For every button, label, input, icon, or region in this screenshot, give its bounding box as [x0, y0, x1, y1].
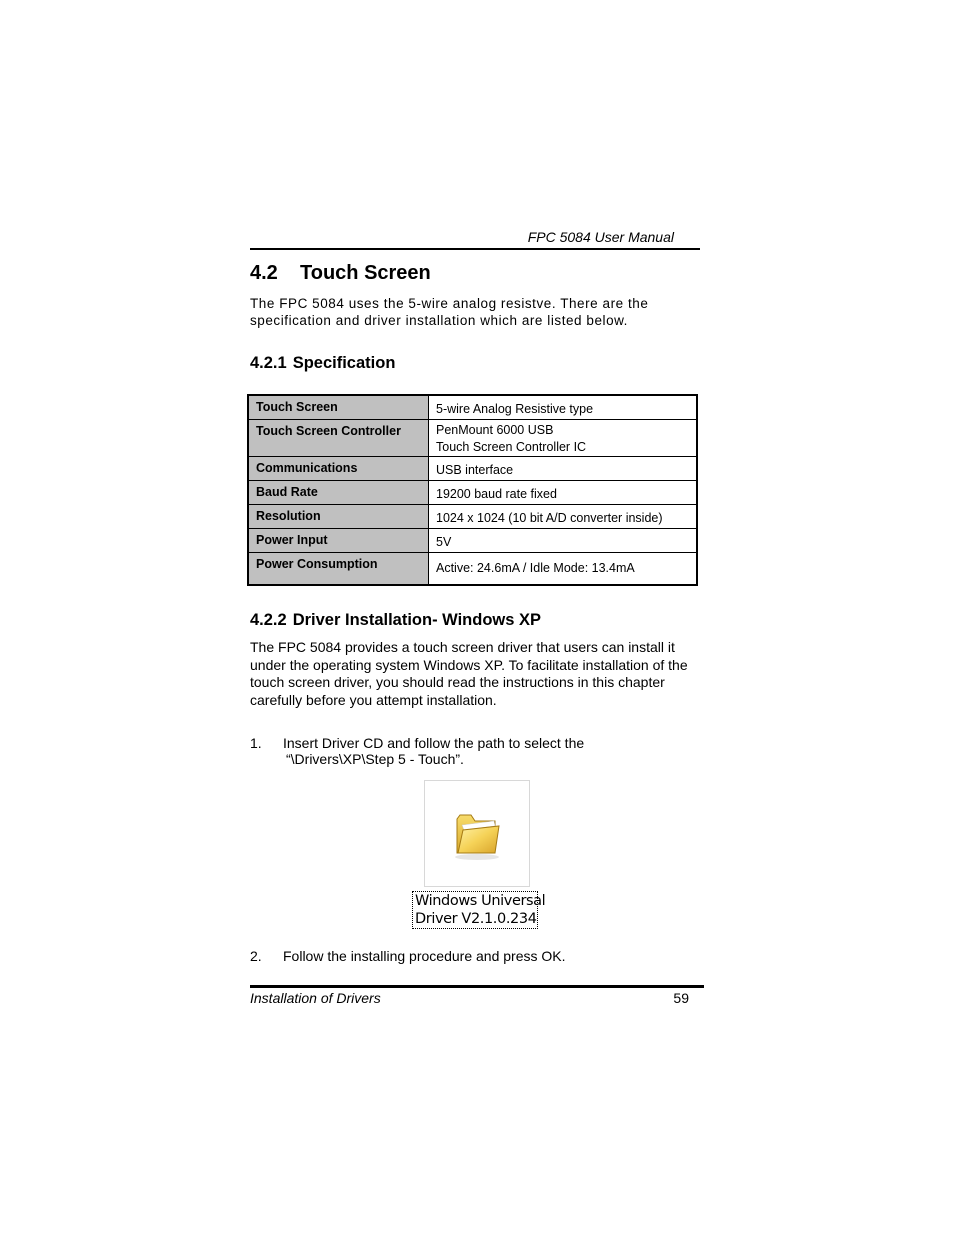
- intro-paragraph: The FPC 5084 uses the 5-wire analog resistve. There are the specification and driver installation which are listed below.: [250, 296, 649, 328]
- folder-label: [412, 891, 546, 929]
- list-item: [250, 948, 565, 964]
- spec-number: 4.2.1: [250, 354, 287, 372]
- table-row: [248, 528, 697, 552]
- section-title: Touch Screen: [300, 262, 431, 284]
- spec-key: Resolution: [248, 504, 429, 528]
- section-heading: [250, 262, 431, 285]
- folder-label-line: Driver V2.1.0.234: [415, 911, 537, 927]
- section-number: 4.2: [250, 262, 278, 284]
- spec-key: Communications: [248, 456, 429, 480]
- spec-key: Power Consumption: [248, 552, 429, 585]
- spec-table: [247, 394, 698, 586]
- table-row: [248, 419, 697, 456]
- step-number: 2.: [250, 948, 262, 964]
- spec-value-line: PenMount 6000 USB: [436, 422, 554, 437]
- spec-key: Touch Screen: [248, 395, 429, 419]
- table-row: [248, 504, 697, 528]
- spec-value: Active: 24.6mA / Idle Mode: 13.4mA: [429, 552, 698, 585]
- spec-title: Specification: [292, 354, 396, 372]
- footer-chapter: Installation of Drivers: [250, 990, 381, 1006]
- footer-rule: [250, 985, 704, 988]
- running-header: FPC 5084 User Manual: [527, 229, 674, 245]
- page-number: 59: [673, 990, 689, 1006]
- spec-value: USB interface: [429, 456, 698, 480]
- spec-value: [429, 419, 698, 456]
- spec-value-line: Touch Screen Controller IC: [436, 439, 587, 454]
- table-row: [248, 480, 697, 504]
- driver-paragraph: The FPC 5084 provides a touch screen driver that users can install it under the operating system Windows XP. To facilitate installation of the touch screen driver, you should read the instructions in this chapter carefully before you attempt installation.: [250, 639, 688, 708]
- driver-heading: [250, 611, 541, 630]
- table-row: [248, 456, 697, 480]
- spec-key: Power Input: [248, 528, 429, 552]
- folder-icon: [425, 781, 529, 886]
- spec-value: 1024 x 1024 (10 bit A/D converter inside): [429, 504, 698, 528]
- folder-icon-tile: [424, 780, 530, 887]
- step-text: Follow the installing procedure and press OK.: [283, 948, 566, 964]
- table-row: [248, 552, 697, 585]
- folder-label-line: Windows Universal: [415, 893, 546, 909]
- list-item: [250, 735, 584, 767]
- driver-title: Driver Installation- Windows XP: [292, 611, 542, 629]
- step-text-continued: “\Drivers\XP\Step 5 - Touch”.: [286, 751, 464, 767]
- table-row: [248, 395, 697, 419]
- spec-value: 5V: [429, 528, 698, 552]
- step-number: 1.: [250, 735, 262, 751]
- spec-value: 19200 baud rate fixed: [429, 480, 698, 504]
- spec-heading: [250, 354, 395, 373]
- spec-key: Touch Screen Controller: [248, 419, 429, 456]
- driver-number: 4.2.2: [250, 611, 287, 629]
- spec-value: 5-wire Analog Resistive type: [429, 395, 698, 419]
- header-rule: [250, 248, 700, 250]
- spec-key: Baud Rate: [248, 480, 429, 504]
- step-text: Insert Driver CD and follow the path to select the: [283, 735, 585, 751]
